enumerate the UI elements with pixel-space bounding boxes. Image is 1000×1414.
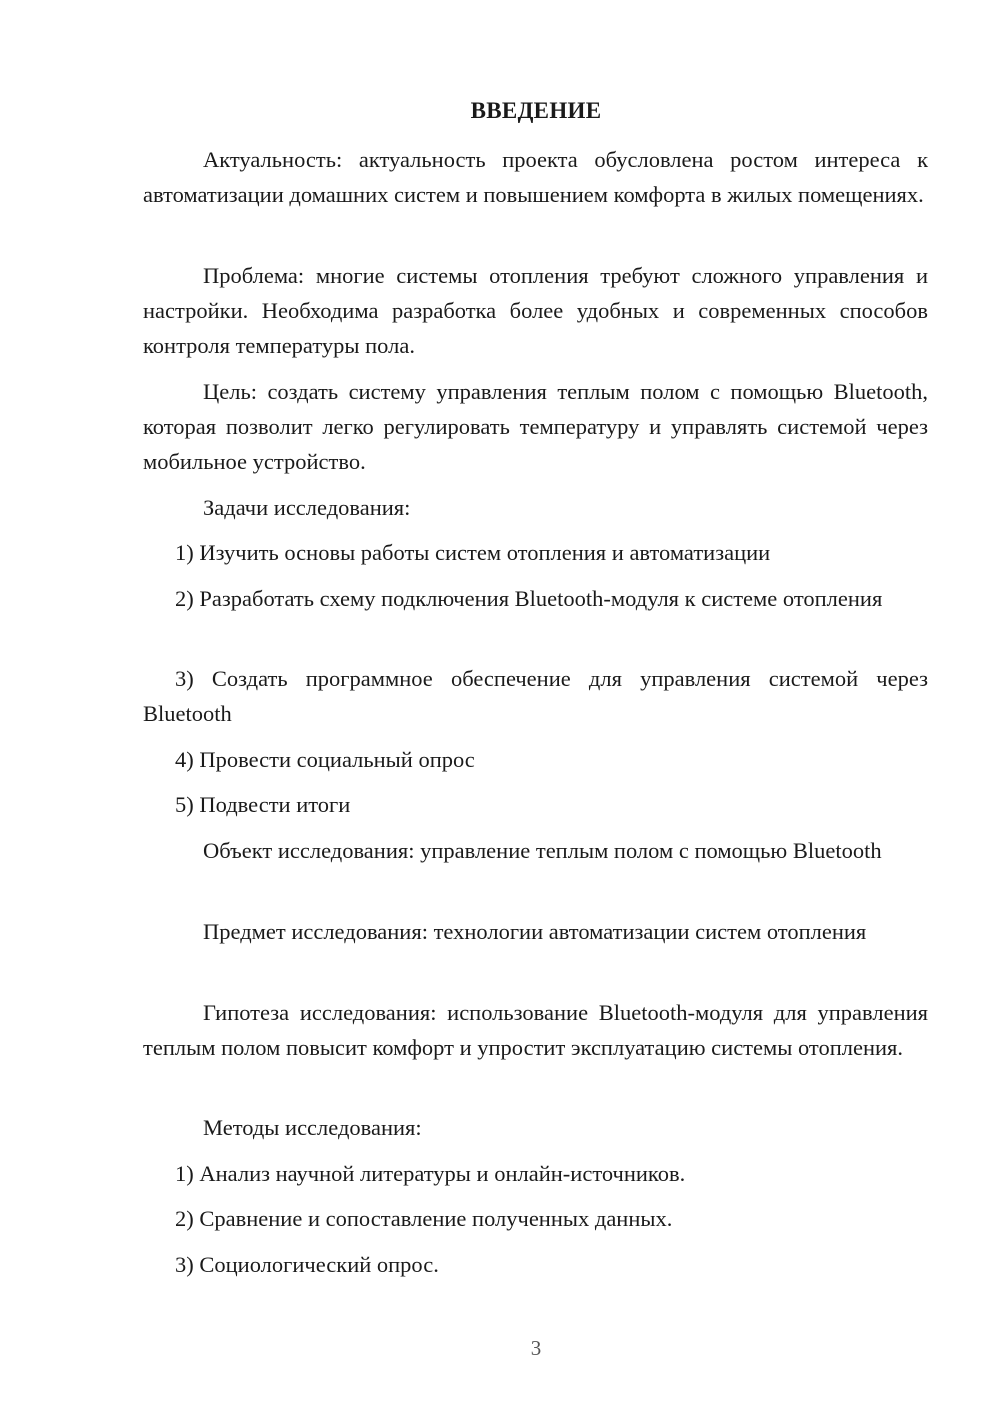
paragraph-relevance: Актуальность: актуальность проекта обусловлена ростом интереса к автоматизации домашних систем и повышением комфорта в жилых помещениях. xyxy=(143,147,928,207)
list-item-task-3: 3) Создать программное обеспечение для управления системой через Bluetooth xyxy=(143,666,928,726)
paragraph-goal: Цель: создать систему управления теплым полом с помощью Bluetooth, которая позволит легко регулировать температуру и управлять системой через мобильное устройство. xyxy=(143,379,928,474)
paragraph-subject: Предмет исследования: технологии автоматизации систем отопления xyxy=(203,919,867,944)
paragraph-methods-heading: Методы исследования: xyxy=(203,1115,422,1140)
page-number: 3 xyxy=(530,1336,542,1360)
list-item-task-5: 5) Подвести итоги xyxy=(175,792,351,817)
list-item-task-2: 2) Разработать схему подключения Bluetooth-модуля к системе отопления xyxy=(175,586,883,611)
list-item-task-4: 4) Провести социальный опрос xyxy=(175,747,475,772)
paragraph-tasks-heading: Задачи исследования: xyxy=(203,495,411,520)
paragraph-problem: Проблема: многие системы отопления требуют сложного управления и настройки. Необходима разработка более удобных и современных способов контроля температуры пола. xyxy=(143,263,928,358)
paragraph-object: Объект исследования: управление теплым полом с помощью Bluetooth xyxy=(203,838,882,863)
list-item-method-2: 2) Сравнение и сопоставление полученных данных. xyxy=(175,1206,673,1231)
paragraph-hypothesis: Гипотеза исследования: использование Bluetooth-модуля для управления теплым полом повысит комфорт и упростит эксплуатацию системы отопления. xyxy=(143,1000,928,1060)
section-title: ВВЕДЕНИЕ xyxy=(470,98,602,123)
list-item-method-3: 3) Социологический опрос. xyxy=(175,1252,439,1277)
list-item-method-1: 1) Анализ научной литературы и онлайн-источников. xyxy=(175,1161,686,1186)
list-item-task-1: 1) Изучить основы работы систем отопления и автоматизации xyxy=(175,540,771,565)
